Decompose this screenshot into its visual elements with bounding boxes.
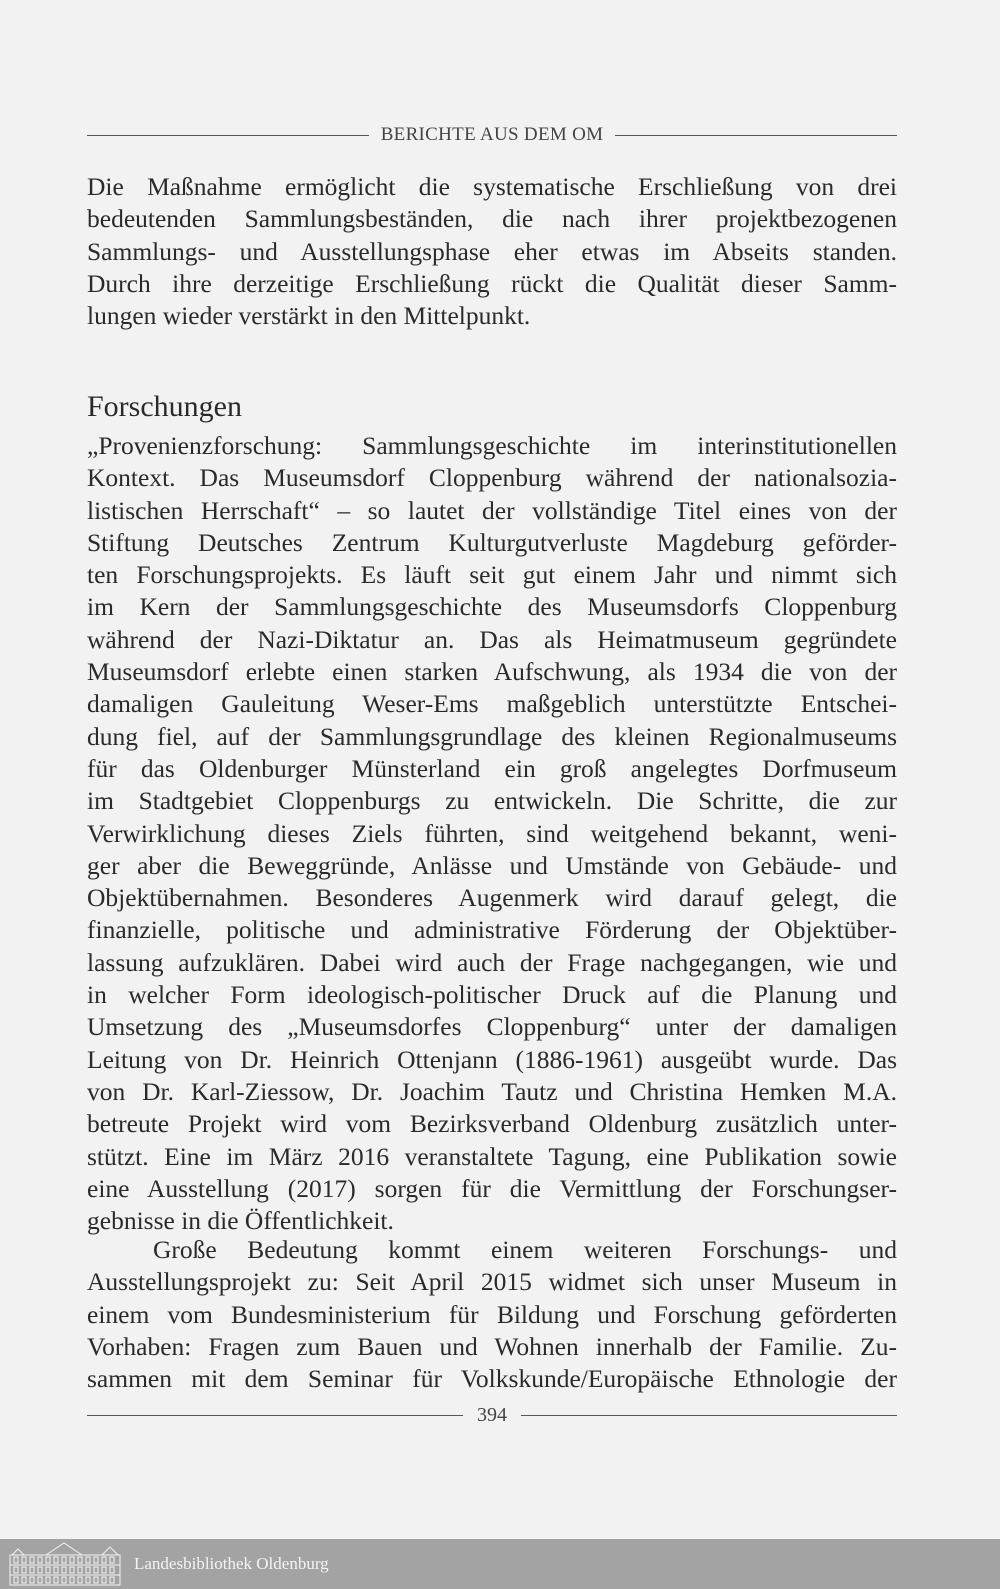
library-banner bbox=[0, 1539, 1000, 1589]
text-line: Umsetzung des „Museumsdorfes Cloppenburg“ unter der damaligen bbox=[87, 1012, 897, 1042]
text-line: ten Forschungsprojekts. Es läuft seit gut einem Jahr und nimmt sich bbox=[87, 560, 897, 590]
text-line: Verwirklichung dieses Ziels führten, sind weitgehend bekannt, weni- bbox=[87, 818, 897, 848]
page-footer bbox=[87, 1404, 897, 1427]
text-line: von Dr. Karl-Ziessow, Dr. Joachim Tautz und Christina Hemken M.A. bbox=[87, 1076, 897, 1106]
text-line: dung fiel, auf der Sammlungsgrundlage des kleinen Regionalmuseums bbox=[87, 721, 897, 751]
text-line: Die Maßnahme ermöglicht die systematische Erschließung von drei bbox=[87, 172, 897, 201]
text-line: eine Ausstellung (2017) sorgen für die Vermittlung der Forschungser- bbox=[87, 1173, 897, 1203]
text-line: damaligen Gauleitung Weser-Ems maßgeblich unterstützte Entschei- bbox=[87, 689, 897, 719]
text-line: Durch ihre derzeitige Erschließung rückt die Qualität dieser Samm- bbox=[87, 268, 897, 298]
text-line: Leitung von Dr. Heinrich Ottenjann (1886-1961) ausgeübt wurde. Das bbox=[87, 1044, 897, 1074]
text-line: in welcher Form ideologisch-politischer Druck auf die Planung und bbox=[87, 980, 897, 1010]
text-line: im Stadtgebiet Cloppenburgs zu entwickeln. Die Schritte, die zur bbox=[87, 786, 897, 816]
text-line: lungen wieder verstärkt in den Mittelpunkt. bbox=[87, 301, 531, 331]
text-line: Objektübernahmen. Besonderes Augenmerk wird darauf gelegt, die bbox=[87, 883, 897, 913]
text-line: stützt. Eine im März 2016 veranstaltete Tagung, eine Publikation sowie bbox=[87, 1141, 897, 1171]
text-line: Ausstellungsprojekt zu: Seit April 2015 widmet sich unser Museum in bbox=[87, 1267, 897, 1297]
text-line: listischen Herrschaft“ – so lautet der vollständige Titel eines von der bbox=[87, 495, 897, 525]
header-rule-left bbox=[87, 135, 369, 136]
research-paragraph-1 bbox=[87, 430, 897, 1237]
text-line: „Provenienzforschung: Sammlungsgeschichte im interinstitutionellen bbox=[87, 431, 897, 460]
library-building-icon bbox=[6, 1541, 124, 1587]
text-line: Große Bedeutung kommt einem weiteren Forschungs- und bbox=[153, 1235, 897, 1264]
running-header bbox=[87, 124, 897, 146]
text-line: während der Nazi-Diktatur an. Das als Heimatmuseum gegründete bbox=[87, 624, 897, 654]
text-line: für das Oldenburger Münsterland ein groß angelegtes Dorfmuseum bbox=[87, 753, 897, 783]
header-rule-right bbox=[615, 135, 897, 136]
text-line: gebnisse in die Öffentlichkeit. bbox=[87, 1206, 394, 1236]
text-line: Sammlungs- und Ausstellungsphase eher etwas im Abseits standen. bbox=[87, 236, 897, 266]
footer-rule-left bbox=[87, 1415, 463, 1416]
running-header-title: BERICHTE AUS DEM OM bbox=[380, 124, 604, 145]
text-line: bedeutenden Sammlungsbeständen, die nach ihrer projektbezogenen bbox=[87, 204, 897, 234]
text-line: Vorhaben: Fragen zum Bauen und Wohnen innerhalb der Familie. Zu- bbox=[87, 1331, 897, 1361]
text-line: einem vom Bundesministerium für Bildung und Forschung geförderten bbox=[87, 1299, 897, 1329]
text-line: sammen mit dem Seminar für Volkskunde/Europäische Ethnologie der bbox=[87, 1364, 897, 1394]
page-number: 394 bbox=[477, 1404, 507, 1426]
research-paragraph-2 bbox=[87, 1234, 897, 1395]
footer-rule-right bbox=[521, 1415, 897, 1416]
text-line: lassung aufzuklären. Dabei wird auch der Frage nachgegangen, wie und bbox=[87, 947, 897, 977]
text-line: Stiftung Deutsches Zentrum Kulturgutverluste Magdeburg geförder- bbox=[87, 527, 897, 557]
intro-paragraph bbox=[87, 171, 897, 332]
section-heading: Forschungen bbox=[87, 390, 242, 423]
library-name: Landesbibliothek Oldenburg bbox=[134, 1554, 329, 1573]
text-line: finanzielle, politische und administrative Förderung der Objektüber- bbox=[87, 915, 897, 945]
text-line: Kontext. Das Museumsdorf Cloppenburg während der nationalsozia- bbox=[87, 463, 897, 493]
text-line: im Kern der Sammlungsgeschichte des Museumsdorfs Cloppenburg bbox=[87, 592, 897, 622]
text-line: Museumsdorf erlebte einen starken Aufschwung, als 1934 die von der bbox=[87, 657, 897, 687]
text-line: ger aber die Beweggründe, Anlässe und Umstände von Gebäude- und bbox=[87, 850, 897, 880]
text-line: betreute Projekt wird vom Bezirksverband Oldenburg zusätzlich unter- bbox=[87, 1109, 897, 1139]
